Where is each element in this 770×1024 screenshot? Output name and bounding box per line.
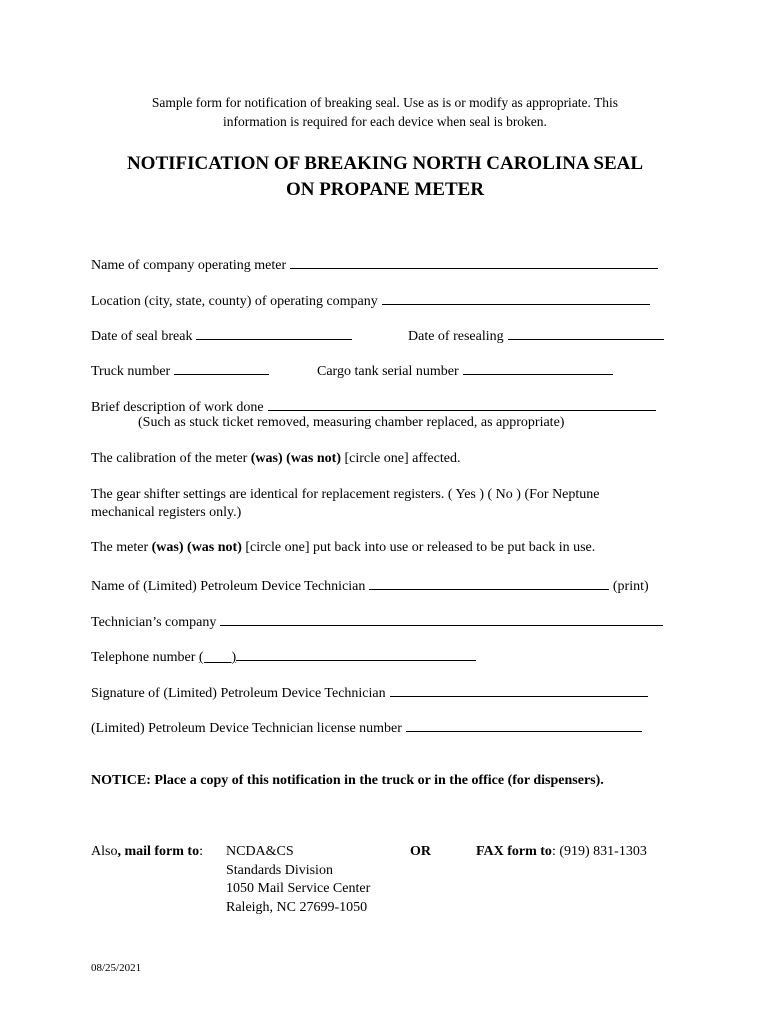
technician-name-label: Name of (Limited) Petroleum Device Technician <box>91 579 366 594</box>
page-title <box>70 151 700 203</box>
company-name-row <box>91 254 658 275</box>
intro-line-2: information is required for each device when seal is broken. <box>223 114 547 129</box>
cargo-tank-row <box>317 360 613 381</box>
fax-number: : (919) 831-1303 <box>551 844 647 859</box>
work-description-label: Brief description of work done <box>91 400 264 415</box>
resealing-label: Date of resealing <box>408 329 504 344</box>
cargo-tank-label: Cargo tank serial number <box>317 364 459 379</box>
signature-field[interactable] <box>390 682 648 697</box>
telephone-row <box>91 646 476 667</box>
location-label: Location (city, state, county) of operating company <box>91 294 378 309</box>
calibration-prefix: The calibration of the meter <box>91 451 248 466</box>
meter-use-was-not-option[interactable]: (was not) <box>187 540 242 555</box>
technician-name-suffix: (print) <box>612 579 649 594</box>
mail-form-to: , mail form to <box>117 844 200 859</box>
signature-label: Signature of (Limited) Petroleum Device Technician <box>91 686 386 701</box>
calibration-was-not-option[interactable]: (was not) <box>286 451 341 466</box>
company-name-label: Name of company operating meter <box>91 258 287 273</box>
fax-label: FAX form to <box>476 844 552 859</box>
calibration-statement <box>91 450 460 468</box>
address-line-3: 1050 Mail Service Center <box>226 881 371 896</box>
license-row <box>91 717 642 738</box>
location-field[interactable] <box>382 290 650 305</box>
calibration-suffix: [circle one] affected. <box>344 451 461 466</box>
telephone-area-code-field[interactable]: ( ) <box>198 650 237 665</box>
truck-number-label: Truck number <box>91 364 171 379</box>
seal-break-label: Date of seal break <box>91 329 193 344</box>
meter-use-statement <box>91 539 595 557</box>
address-line-2: Standards Division <box>226 862 333 878</box>
technician-company-field[interactable] <box>220 611 663 626</box>
or-label: OR <box>410 844 431 859</box>
address-line-4: Raleigh, NC 27699-1050 <box>226 899 368 915</box>
title-line-2: ON PROPANE METER <box>285 179 485 200</box>
intro-text <box>90 93 680 131</box>
truck-number-row <box>91 360 269 381</box>
footer-date: 08/25/2021 <box>91 962 142 974</box>
resealing-date-field[interactable] <box>508 325 664 340</box>
intro-line-1: Sample form for notification of breaking seal. Use as is or modify as appropriate. This <box>151 95 619 110</box>
gear-shifter-line-2: mechanical registers only.) <box>91 505 242 520</box>
fax-row <box>476 843 647 861</box>
notice-text: NOTICE: Place a copy of this notification in the truck or in the office (for dispensers). <box>91 773 604 788</box>
location-row <box>91 290 650 311</box>
meter-use-suffix: [circle one] put back into use or released to be put back in use. <box>245 540 596 555</box>
technician-name-row <box>91 575 649 596</box>
telephone-label: Telephone number <box>91 650 196 665</box>
meter-use-was-option[interactable]: (was) <box>151 540 184 555</box>
seal-break-row <box>91 325 352 346</box>
resealing-row <box>408 325 664 346</box>
meter-use-prefix: The meter <box>91 540 149 555</box>
title-line-1: NOTIFICATION OF BREAKING NORTH CAROLINA SEAL <box>126 153 644 174</box>
gear-shifter-line-1: The gear shifter settings are identical for replacement registers. ( Yes ) ( No ) (For Neptune <box>91 487 600 502</box>
calibration-was-option[interactable]: (was) <box>250 451 283 466</box>
technician-name-field[interactable] <box>369 575 609 590</box>
address-line-1: NCDA&CS <box>226 844 294 859</box>
company-name-field[interactable] <box>290 254 658 269</box>
technician-company-row <box>91 611 663 632</box>
mail-colon: : <box>199 844 203 859</box>
technician-company-label: Technician’s company <box>91 615 217 630</box>
license-number-field[interactable] <box>406 717 642 732</box>
license-label: (Limited) Petroleum Device Technician license number <box>91 721 402 736</box>
signature-row <box>91 682 648 703</box>
mailing-address <box>226 843 370 917</box>
mail-label <box>91 843 203 861</box>
truck-number-field[interactable] <box>174 360 269 375</box>
cargo-tank-field[interactable] <box>463 360 613 375</box>
telephone-number-field[interactable] <box>236 646 476 661</box>
work-description-hint: (Such as stuck ticket removed, measuring chamber replaced, as appropriate) <box>138 415 565 430</box>
work-description-field[interactable] <box>268 396 656 411</box>
mail-also: Also <box>91 844 118 859</box>
seal-break-date-field[interactable] <box>196 325 352 340</box>
